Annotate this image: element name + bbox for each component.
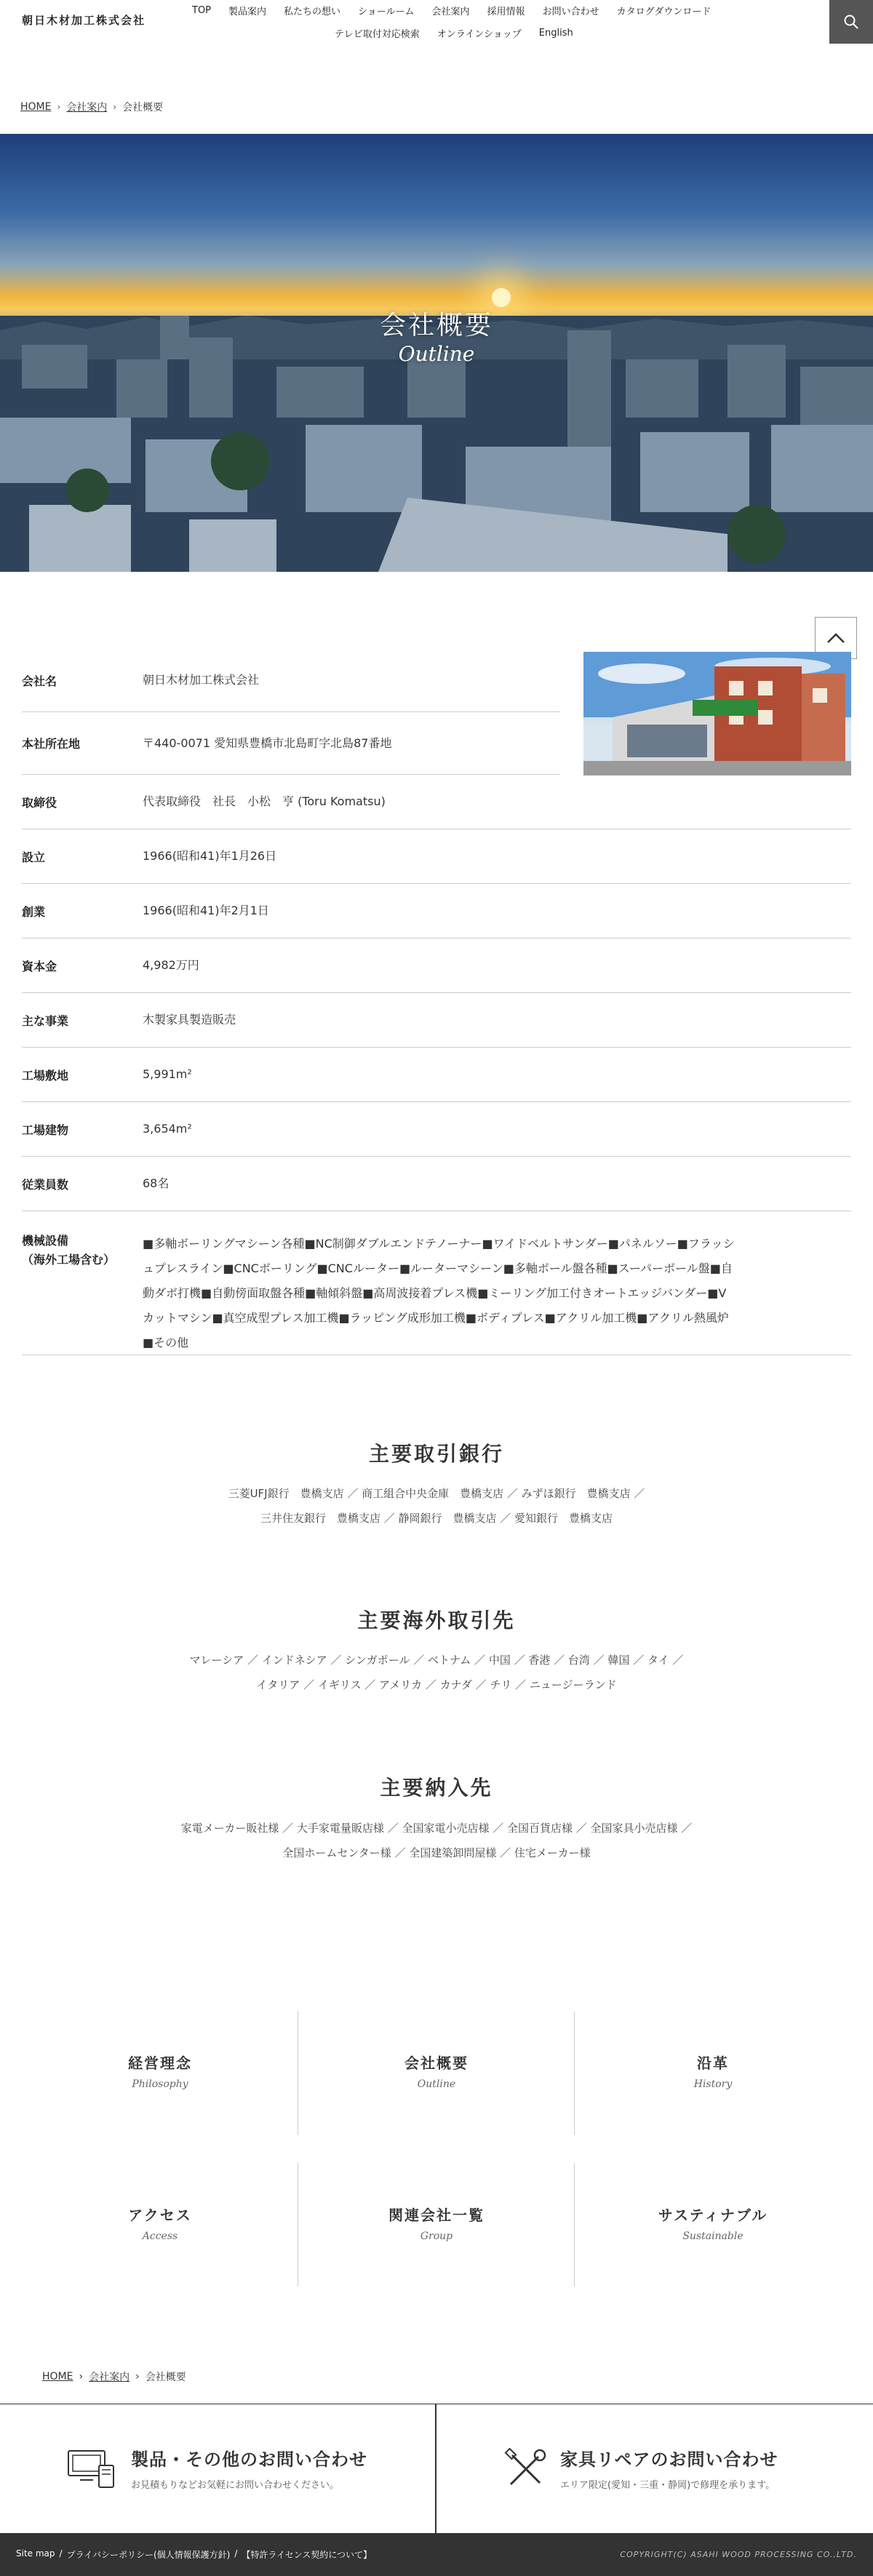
info-key-equipment <box>22 1232 143 1269</box>
footer-sitemap-link[interactable]: Site map <box>16 2548 55 2559</box>
banks-section-text <box>146 1481 728 1531</box>
info-key: 工場敷地 <box>22 1068 69 1082</box>
global-nav <box>188 0 770 45</box>
overseas-section-title: 主要海外取引先 <box>357 1608 516 1632</box>
site-logo[interactable]: 朝日木材加工株式会社 <box>22 14 146 27</box>
info-value: 〒440-0071 愛知県豊橋市北島町字北島87番地 <box>143 735 392 750</box>
divider <box>574 2011 575 2135</box>
submenu-subtitle: Access <box>142 2230 178 2242</box>
equipment-line: ュプレスライン■CNCボーリング■CNCルーター■ルーターマシーン■多軸ボール盤各種■スーパーボール盤■自 <box>143 1261 733 1275</box>
info-key: 主な事業 <box>22 1013 69 1028</box>
info-key: 設立 <box>22 850 46 864</box>
breadcrumb-separator: › <box>135 2371 140 2382</box>
footer-copyright: COPYRIGHT(C) ASAHI WOOD PROCESSING CO.,LTD. <box>620 2550 857 2559</box>
submenu-subtitle: Outline <box>417 2078 456 2090</box>
tools-icon <box>503 2448 547 2492</box>
breadcrumb-home[interactable]: HOME <box>20 101 52 113</box>
info-row-employees <box>22 1157 851 1211</box>
info-value: 5,991m² <box>143 1067 192 1081</box>
footer-license-link[interactable]: 【特許ライセンス契約について】 <box>242 2550 372 2560</box>
breadcrumb-company[interactable]: 会社案内 <box>89 2372 130 2383</box>
info-row-address <box>22 712 560 775</box>
submenu-title: 関連会社一覧 <box>388 2206 485 2224</box>
info-value: 68名 <box>143 1176 170 1190</box>
submenu-title: アクセス <box>128 2206 192 2224</box>
info-row-founded <box>22 884 851 938</box>
overseas-line: イタリア ／ イギリス ／ アメリカ ／ カナダ ／ チリ ／ ニュージーランド <box>256 1678 617 1691</box>
submenu-philosophy[interactable] <box>22 2051 298 2175</box>
info-value-equipment <box>143 1232 735 1355</box>
contact-repair-title: 家具リペアのお問い合わせ <box>560 2449 778 2470</box>
footer-separator: / <box>234 2548 238 2559</box>
global-nav-row-1 <box>188 0 770 20</box>
info-key: 会社名 <box>22 674 57 688</box>
customers-line: 全国ホームセンター様 ／ 全国建築卸問屋様 ／ 住宅メーカー様 <box>282 1846 591 1859</box>
info-value: 1966(昭和41)年1月26日 <box>143 849 277 863</box>
nav-contact[interactable]: お問い合わせ <box>542 6 599 17</box>
contact-products-title: 製品・その他のお問い合わせ <box>131 2449 367 2470</box>
breadcrumb-company[interactable]: 会社案内 <box>66 102 108 113</box>
submenu-group[interactable] <box>298 2204 575 2327</box>
info-row-company-name <box>22 649 560 712</box>
nav-showroom[interactable]: ショールーム <box>358 6 415 17</box>
submenu-access[interactable] <box>22 2204 298 2327</box>
info-row-equipment <box>22 1211 851 1355</box>
breadcrumb-bottom <box>42 2369 186 2384</box>
nav-company[interactable]: 会社案内 <box>431 6 470 17</box>
submenu-subtitle: Sustainable <box>682 2230 744 2242</box>
contact-area <box>0 2404 873 2533</box>
info-row-business <box>22 993 851 1048</box>
contact-repair-link[interactable] <box>436 2404 873 2534</box>
breadcrumb-separator: › <box>57 102 61 112</box>
contact-repair-subtitle: エリア限定(愛知・三重・静岡)で修理を承ります。 <box>560 2480 776 2491</box>
info-row-factory-building <box>22 1102 851 1157</box>
nav-english[interactable]: English <box>538 27 573 39</box>
contact-products-link[interactable] <box>0 2404 436 2534</box>
contact-products-subtitle: お見積もりなどお気軽にお問い合わせください。 <box>131 2480 340 2491</box>
nav-online-shop[interactable]: オンラインショップ <box>436 28 522 40</box>
nav-top[interactable]: TOP <box>192 4 212 16</box>
info-key: 機械設備 <box>22 1234 69 1248</box>
info-key: 本社所在地 <box>22 737 81 751</box>
nav-catalog-download[interactable]: カタログダウンロード <box>616 6 711 17</box>
submenu-subtitle: Group <box>420 2230 453 2242</box>
footer-separator: / <box>59 2548 63 2559</box>
banks-section-title: 主要取引銀行 <box>368 1442 504 1466</box>
overseas-line: マレーシア ／ インドネシア ／ シンガポール ／ ベトナム ／ 中国 ／ 香港 ／ 台湾 ／ 韓国 ／ タイ ／ <box>189 1654 684 1667</box>
info-key: 従業員数 <box>22 1177 69 1192</box>
info-row-directors <box>22 775 851 829</box>
submenu-title: 経営理念 <box>128 2054 192 2072</box>
equipment-line: ■多軸ボーリングマシーン各種■NC制御ダブルエンドテノーナー■ワイドベルトサンダー■パネルソー■フラッシ <box>143 1237 735 1251</box>
footer-links <box>16 2548 372 2561</box>
global-nav-row-2 <box>326 20 770 45</box>
footer-privacy-link[interactable]: プライバシーポリシー(個人情報保護方針) <box>66 2550 231 2560</box>
hero-subtitle: Outline <box>398 342 475 366</box>
info-value: 木製家具製造販売 <box>143 1013 236 1026</box>
nav-recruit[interactable]: 採用情報 <box>487 6 525 17</box>
breadcrumb-home[interactable]: HOME <box>42 2371 73 2382</box>
search-button[interactable] <box>829 0 873 44</box>
banks-line: 三井住友銀行 豊橋支店 ／ 静岡銀行 豊橋支店 ／ 愛知銀行 豊橋支店 <box>260 1512 613 1525</box>
overseas-section-text <box>146 1648 728 1697</box>
info-row-capital <box>22 938 851 993</box>
info-value: 代表取締役 社長 小松 亨 (Toru Komatsu) <box>143 794 386 808</box>
site-footer <box>0 2533 873 2576</box>
submenu-title: サスティナブル <box>658 2206 768 2224</box>
info-value: 4,982万円 <box>143 958 199 972</box>
breadcrumb-separator: › <box>79 2371 84 2382</box>
info-key-note: （海外工場含む） <box>22 1253 116 1267</box>
site-header <box>0 0 873 44</box>
nav-our-thoughts[interactable]: 私たちの想い <box>284 6 341 17</box>
equipment-line: ■その他 <box>143 1336 189 1349</box>
breadcrumb-current: 会社概要 <box>122 102 164 113</box>
submenu-subtitle: History <box>693 2078 733 2090</box>
info-key: 取締役 <box>22 795 57 810</box>
info-value: 1966(昭和41)年2月1日 <box>143 904 269 917</box>
divider <box>574 2163 575 2286</box>
breadcrumb-current: 会社概要 <box>145 2372 186 2383</box>
submenu-title: 沿革 <box>697 2054 729 2072</box>
hero-banner <box>0 134 873 572</box>
info-key: 工場建物 <box>22 1122 69 1137</box>
customers-section-text <box>146 1816 728 1865</box>
hero-title: 会社概要 <box>379 311 493 340</box>
nav-products[interactable]: 製品案内 <box>228 6 267 17</box>
banks-line: 三菱UFJ銀行 豊橋支店 ／ 商工組合中央金庫 豊橋支店 ／ みずほ銀行 豊橋支店 ／ <box>228 1487 645 1500</box>
info-key: 資本金 <box>22 959 57 973</box>
info-value: 朝日木材加工株式会社 <box>143 673 260 687</box>
equipment-line: カットマシン■真空成型プレス加工機■ラッピング成形加工機■ボディプレス■アクリル加工機■アクリル熱風炉 <box>143 1311 729 1325</box>
customers-line: 家電メーカー販社様 ／ 大手家電量販店様 ／ 全国家電小売店様 ／ 全国百貨店様 ／ 全国家具小売店様 ／ <box>180 1822 693 1835</box>
submenu-outline[interactable] <box>298 2051 575 2175</box>
customers-section-title: 主要納入先 <box>380 1776 493 1800</box>
submenu-subtitle: Philosophy <box>132 2078 188 2090</box>
breadcrumb-separator: › <box>113 102 117 112</box>
info-row-factory-site <box>22 1048 851 1102</box>
submenu-sustainable[interactable] <box>575 2204 851 2327</box>
company-info-table <box>22 649 851 1355</box>
chevron-up-icon <box>826 632 845 644</box>
info-value: 3,654m² <box>143 1122 192 1136</box>
submenu-history[interactable] <box>575 2051 851 2175</box>
nav-tv-mount-search[interactable]: テレビ取付対応検索 <box>335 28 420 40</box>
info-key: 創業 <box>22 904 46 919</box>
computer-icon <box>65 2448 116 2492</box>
breadcrumb <box>20 100 163 114</box>
info-row-established <box>22 829 851 884</box>
submenu-title: 会社概要 <box>404 2054 469 2072</box>
search-icon <box>843 14 859 30</box>
equipment-line: 動ダボ打機■自動傍面取盤各種■軸傾斜盤■高周波接着プレス機■ミーリング加工付きオートエッジバンダー■V <box>143 1286 727 1300</box>
